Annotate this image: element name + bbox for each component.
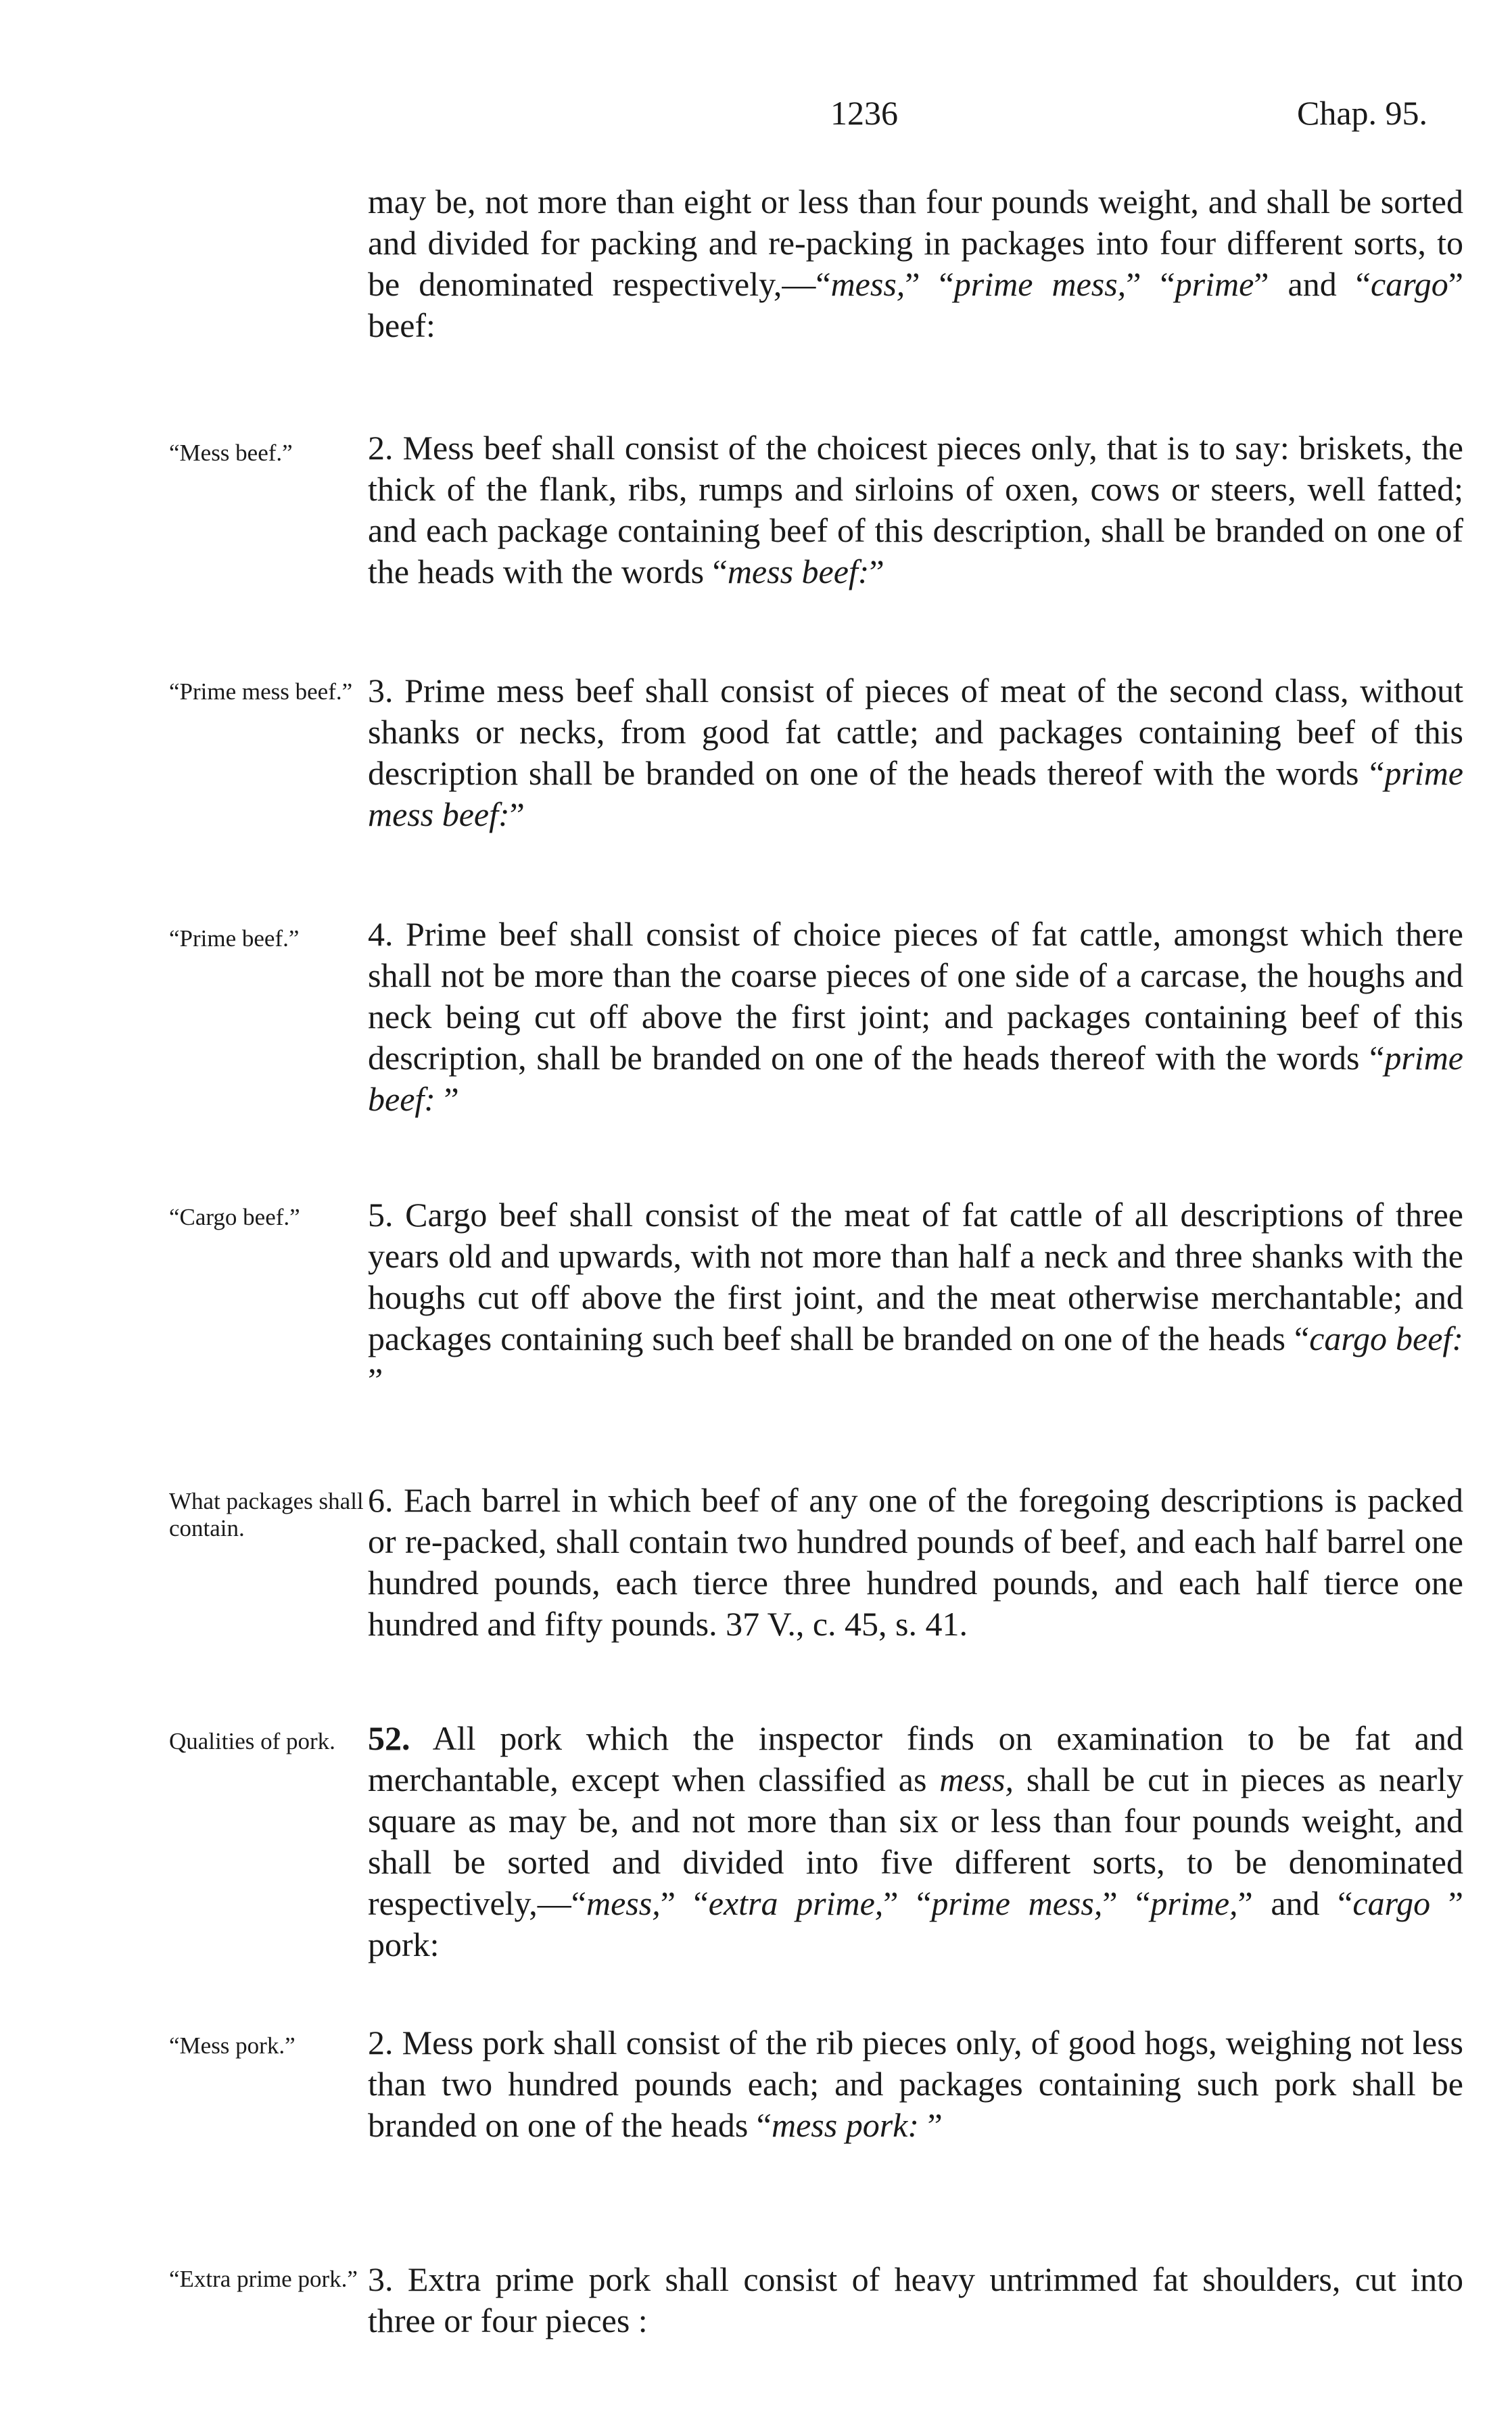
term-mess: mess, — [830, 265, 905, 303]
margin-note-prime-mess-beef: “Prime mess beef.” — [169, 678, 353, 705]
brand-term: cargo beef: — [1309, 1320, 1463, 1357]
section-text: 3. Extra prime pork shall consist of heavy untrimmed fat shoulders, cut into three or four pieces : — [368, 2260, 1463, 2339]
text-run: ” — [869, 553, 884, 590]
brand-term: prime mess beef: — [368, 754, 1463, 833]
text-run: ” and “ — [1237, 1884, 1353, 1922]
margin-note-prime-beef: “Prime beef.” — [169, 925, 300, 952]
text-run: ” — [368, 1361, 383, 1399]
text-run: ” “ — [905, 265, 954, 303]
brand-term: prime beef: — [368, 1039, 1463, 1118]
term-cargo: cargo — [1371, 265, 1448, 303]
section-52-pork — [368, 1718, 1463, 1965]
margin-note-what-packages: What packages shall contain. — [169, 1488, 364, 1541]
text-run: All pork which the inspector finds on examination to be fat and merchantable, except when classified as — [368, 1719, 1463, 1798]
text-run: ” “ — [660, 1884, 709, 1922]
section-text: 2. Mess beef shall consist of the choicest pieces only, that is to say: briskets, the thick of the flank, ribs, rumps and sirloins of oxen, cows or steers, well fatted; and each package containing beef of this description, shall be branded on one of the heads with the words “ — [368, 429, 1463, 590]
term-cargo: cargo — [1352, 1884, 1431, 1922]
term-mess: mess, — [586, 1884, 661, 1922]
term-mess: mess, — [939, 1761, 1014, 1798]
term-prime-mess: prime mess, — [931, 1884, 1103, 1922]
text-run: ” — [919, 2106, 943, 2144]
page-number: 1236 — [830, 94, 898, 132]
term-extra-prime: extra prime, — [708, 1884, 884, 1922]
section-text: 5. Cargo beef shall consist of the meat of fat cattle of all descriptions of three years old and upwards, with not more than half a neck and three shanks with the houghs cut off above the first joint, and the meat otherwise merchantable; and packages containing such beef shall be branded on one of the heads “ — [368, 1196, 1463, 1357]
margin-note-mess-beef: “Mess beef.” — [169, 440, 293, 466]
section-prime-mess-beef — [368, 670, 1463, 835]
term-prime-mess: prime mess, — [953, 265, 1127, 303]
margin-note-mess-pork: “Mess pork.” — [169, 2032, 296, 2059]
section-extra-prime-pork — [368, 2259, 1463, 2341]
section-text: 4. Prime beef shall consist of choice pieces of fat cattle, amongst which there shall not be more than the coarse pieces of one side of a carcase, the houghs and neck being cut off above the first joint; and packages containing beef of this description, shall be branded on one of the heads thereof with the words “ — [368, 915, 1463, 1077]
section-prime-beef — [368, 914, 1463, 1120]
chapter-label: Chap. 95. — [1297, 94, 1428, 132]
brand-term: mess beef: — [727, 553, 870, 590]
section-package-contents — [368, 1480, 1463, 1645]
text-run: ” and “ — [1254, 265, 1371, 303]
margin-note-qualities-of-pork: Qualities of pork. — [169, 1728, 335, 1754]
section-text: 6. Each barrel in which beef of any one of the foregoing descriptions is packed or re-packed, shall contain two hundred pounds of beef, and each half barrel one hundred pounds, each tierce three hundred pounds, and each half tierce one hundred and fifty pounds. 37 V., c. 45, s. 41. — [368, 1481, 1463, 1643]
text-run: ” “ — [883, 1884, 932, 1922]
section-text: 2. Mess pork shall consist of the rib pieces only, of good hogs, weighing not less than two hundred pounds each; and packages containing such pork shall be branded on one of the heads “ — [368, 2024, 1463, 2144]
section-mess-beef — [368, 427, 1463, 592]
text-run: may be, not more than eight or less than four pounds weight, and shall be sorted and divided for packing and re-packing in packages into four different sorts, to be denominated respectively,—“ — [368, 183, 1463, 303]
text-run: ” “ — [1102, 1884, 1151, 1922]
section-text: 3. Prime mess beef shall consist of pieces of meat of the second class, without shanks or necks, from good fat cattle; and packages containing beef of this description shall be branded on one of the heads thereof with the words “ — [368, 672, 1463, 792]
intro-paragraph — [368, 181, 1463, 346]
section-number: 52. — [368, 1719, 410, 1757]
text-run: shall be cut in pieces as nearly square as may be, and not more than six or less than four pounds weight, and shall be sorted and divided into five different sorts, to be denominated respectively,—“ — [368, 1761, 1464, 1922]
term-prime: prime, — [1150, 1884, 1238, 1922]
margin-note-cargo-beef: “Cargo beef.” — [169, 1204, 300, 1230]
page-header — [0, 87, 1512, 141]
section-mess-pork — [368, 2022, 1463, 2146]
section-cargo-beef — [368, 1194, 1463, 1401]
text-run: ” “ — [1126, 265, 1175, 303]
text-run: ” — [435, 1080, 459, 1118]
text-run: ” — [509, 795, 525, 833]
text-run: ” pork: — [368, 1884, 1464, 1963]
text-run: ” beef: — [368, 265, 1463, 344]
margin-note-extra-prime-pork: “Extra prime pork.” — [169, 2266, 358, 2292]
term-prime: prime — [1175, 265, 1254, 303]
brand-term: mess pork: — [772, 2106, 920, 2144]
